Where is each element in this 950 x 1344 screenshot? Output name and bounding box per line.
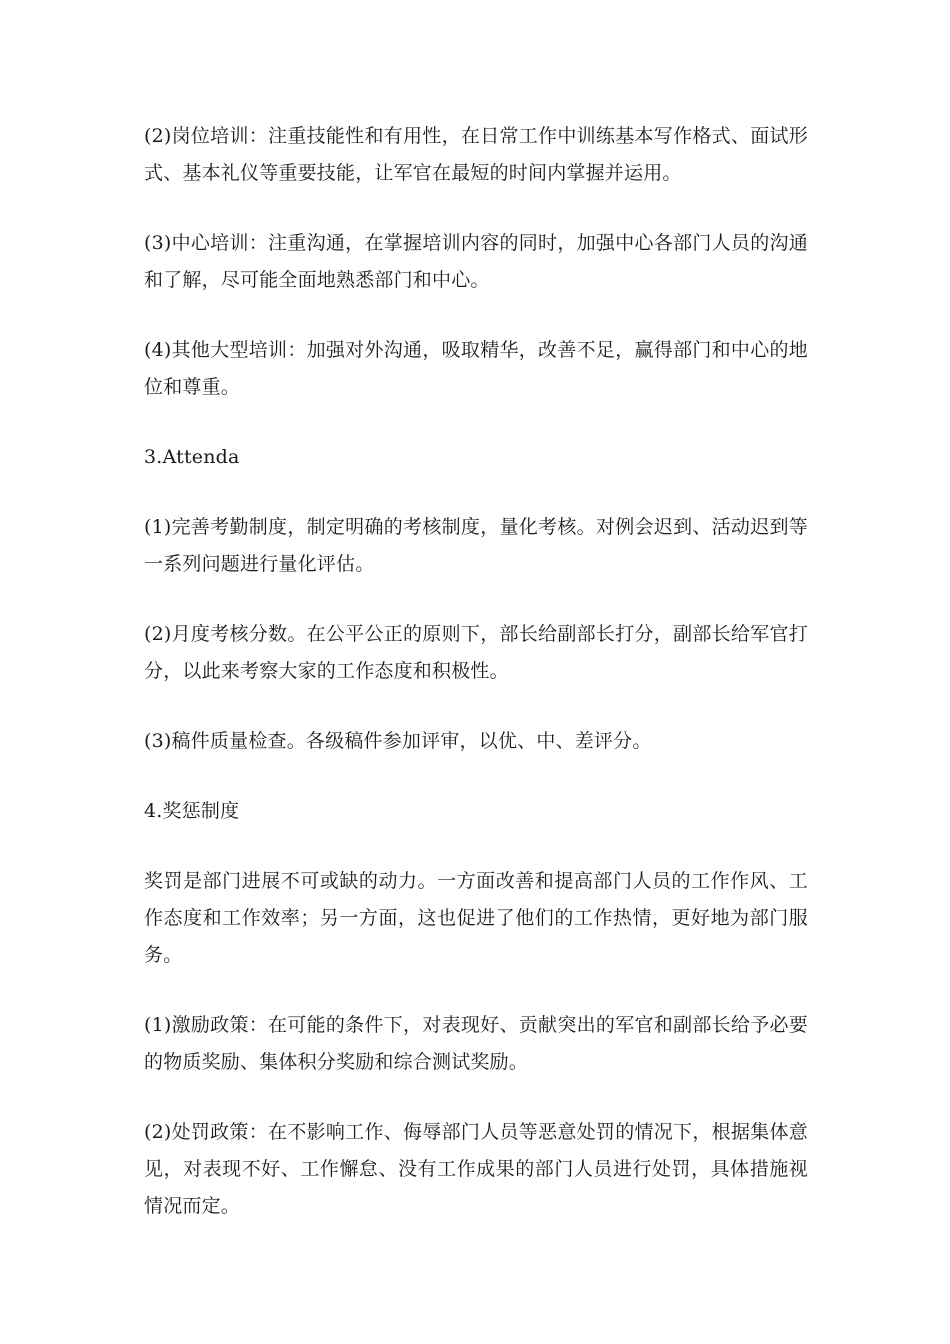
paragraph-incentive-policy: (1)激励政策：在可能的条件下，对表现好、贡献突出的军官和副部长给予必要的物质奖励、集体积分奖励和综合测试奖励。 [144,1014,808,1073]
paragraph-penalty-policy: (2)处罚政策：在不影响工作、侮辱部门人员等恶意处罚的情况下，根据集体意见，对表现不好、工作懈怠、没有工作成果的部门人员进行处罚，具体措施视情况而定。 [144,1121,808,1217]
paragraph-rewards-intro: 奖罚是部门进展不可或缺的动力。一方面改善和提高部门人员的工作作风、工作态度和工作效率；另一方面，这也促进了他们的工作热情，更好地为部门服务。 [144,870,808,966]
paragraph-attendance-system: (1)完善考勤制度，制定明确的考核制度，量化考核。对例会迟到、活动迟到等一系列问题进行量化评估。 [144,516,808,575]
paragraph-other-training: (4)其他大型培训：加强对外沟通，吸取精华，改善不足，赢得部门和中心的地位和尊重。 [144,339,808,398]
document-body [144,118,808,1258]
paragraph-monthly-score: (2)月度考核分数。在公平公正的原则下，部长给副部长打分，副部长给军官打分，以此来考察大家的工作态度和积极性。 [144,623,808,682]
paragraph-center-training: (3)中心培训：注重沟通，在掌握培训内容的同时，加强中心各部门人员的沟通和了解，尽可能全面地熟悉部门和中心。 [144,232,808,291]
paragraph-post-training: (2)岗位培训：注重技能性和有用性，在日常工作中训练基本写作格式、面试形式、基本礼仪等重要技能，让军官在最短的时间内掌握并运用。 [144,125,808,184]
section-heading-rewards: 4.奖惩制度 [144,800,240,822]
section-heading-attendance: 3.Attenda [144,446,240,468]
paragraph-manuscript-check: (3)稿件质量检查。各级稿件参加评审，以优、中、差评分。 [144,730,652,752]
